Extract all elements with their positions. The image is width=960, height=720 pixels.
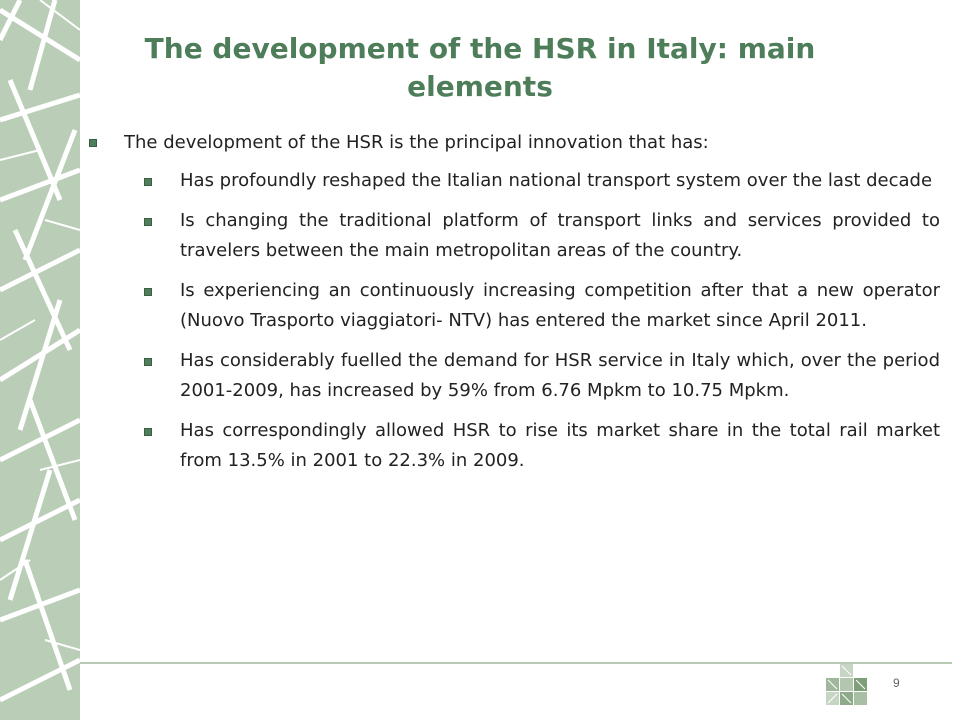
slide-body <box>88 127 940 486</box>
level2-item <box>88 346 940 406</box>
slide-title: The development of the HSR in Italy: main elements <box>144 32 816 103</box>
level2-text: Is changing the traditional platform of transport links and services provided to travelers between the main metropolitan areas of the country. <box>180 210 940 261</box>
level2-text: Has considerably fuelled the demand for HSR service in Italy which, over the period 2001-2009, has increased by 59% from 6.76 Mpkm to 10.75 Mpkm. <box>180 350 940 401</box>
square-bullet-icon <box>144 218 152 226</box>
square-bullet-icon <box>144 288 152 296</box>
level2-item <box>88 206 940 266</box>
level2-item <box>88 416 940 476</box>
square-bullet-icon <box>89 139 97 147</box>
street-map-pattern-icon <box>0 0 80 720</box>
level2-text: Has correspondingly allowed HSR to rise its market share in the total rail market from 13.5% in 2001 to 22.3% in 2009. <box>180 420 940 471</box>
level2-text: Is experiencing an continuously increasing competition after that a new operator (Nuovo Trasporto viaggiatori- NTV) has entered the market since April 2011. <box>180 280 940 331</box>
level2-item <box>88 166 940 196</box>
level2-text: Has profoundly reshaped the Italian national transport system over the last decade <box>180 170 933 191</box>
square-bullet-icon <box>144 178 152 186</box>
level1-item <box>88 127 940 158</box>
level2-item <box>88 276 940 336</box>
square-bullet-icon <box>144 358 152 366</box>
decorative-map-band <box>0 0 80 720</box>
square-bullet-icon <box>144 428 152 436</box>
level1-text: The development of the HSR is the principal innovation that has: <box>124 132 709 153</box>
footer-divider <box>80 662 952 664</box>
page-number: 9 <box>893 676 900 690</box>
logo-icon <box>826 664 868 706</box>
